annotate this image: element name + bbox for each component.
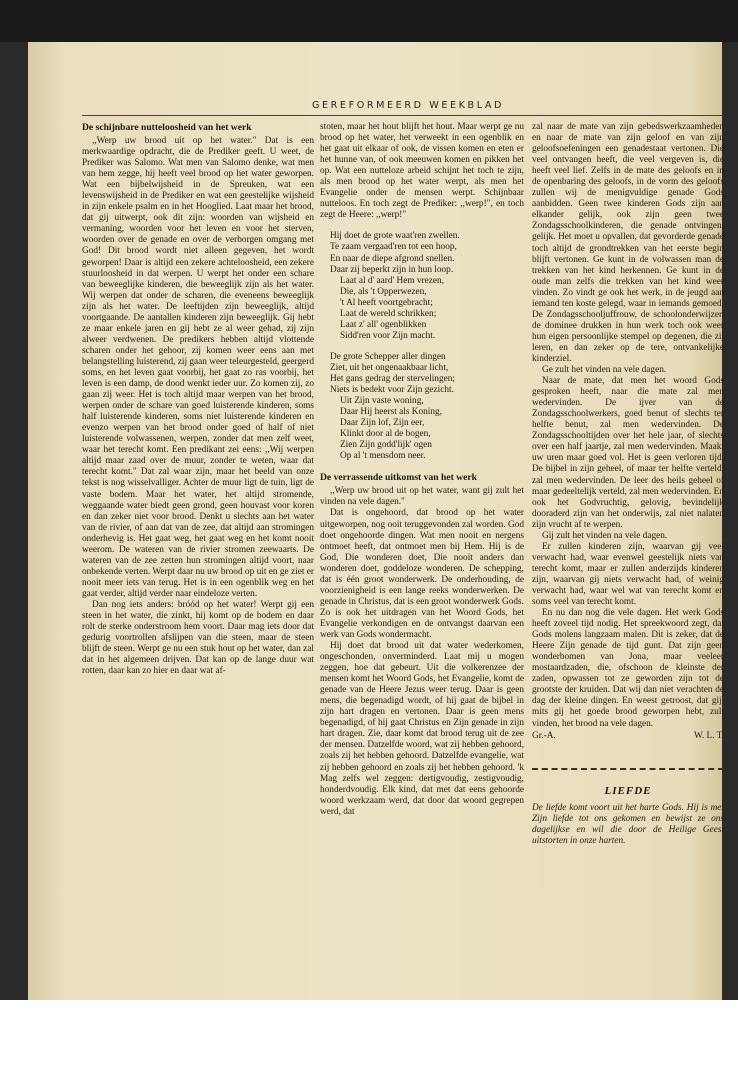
- verse-line: Sidd'ren voor Zijn macht.: [340, 330, 436, 341]
- verse-line: 't Al heeft voortgebracht;: [340, 297, 433, 308]
- dashed-divider: [532, 768, 724, 770]
- paragraph: Dan nog iets anders: bróód op het water! Werpt gij een steen in het water, die zinkt, hij komt op de bodem en daar rolt de sterke onderstroom hem voort. Daar mag iets door dat gedurig voortrollen afslijpen van die steen, maar de steen blijft de steen. Werpt ge nu een stuk hout op het water, dan zal dat in het algemeen drijven. Dat kan op de lange duur wat rotten, daar kan zo hier en daar wat af-: [82, 599, 314, 677]
- column-3: [532, 122, 724, 847]
- verse-line: Zien Zijn godd'lijk' ogen: [340, 440, 432, 451]
- poem-title: LIEFDE: [604, 784, 652, 797]
- signature-place: Gr.-A.: [532, 730, 556, 741]
- verse-line: Daar Zijn lof, Zijn eer,: [340, 418, 425, 429]
- verse-line: Niets is bedekt voor Zijn gezicht.: [330, 385, 454, 396]
- paragraph: stoten, maar het hout blijft het hout. Maar werpt ge nu brood op het water, het verweekt in een ogenblik en het gaat uit elkaar of ook, de vissen komen en eten er het hunne van, of ook meeuwen komen en pikken het op. Wat een nutteloze arbeid schijnt het toch te zijn, als men brood op het water werpt, als men het Evangelie onder de mensen werpt. Schijnbaar nutteloos. En toch zegt de Prediker: ,,werp!", en toch zegt de Heere: ,,werp!": [320, 122, 524, 221]
- paragraph: Dat is ongehoord, dat brood op het water uitgeworpen, nog ooit teruggevonden zal worden. God doet ongehoorde dingen. Wat men nooit en nergens ontmoet heeft, dat ontmoet men bij Hem. Hij is de God, Die wonderen doet, Die nooit anders dan wonderen doet, goddeloze wonderen. De schepping, dat is één groot wonderwerk. De onderhouding, de voorzienigheid is een lange reeks wonderwerken. De genade in Christus, dat is een groot wonderwerk Gods. Zo is ook het uitdragen van het Woord Gods, het Evangelie verkondigen en de ontvangst daarvan een werk van Gods wondermacht.: [320, 508, 524, 640]
- psalm-verse: [330, 231, 524, 462]
- verse-line: Die, als 't Opperwezen,: [340, 286, 427, 297]
- paragraph: Naar de mate, dat men het woord Gods gesproken heeft, naar die mate zal men wedervinden. De ijver van de Zondagsschoolwerkers, goed benut of slechts ter helfte benut, zal men wedervinden. De Zondagsschooltijden over het hele jaar, of slechts over een half jaartje, zal men wedervinden. Maakt uw uren maar goed vol. Het is geen verloren tijd. De bijbel in zijn geheel, of maar ter helfte verteld, zal men wedervinden. De leer des heils geheel of maar gedeeltelijk verteld, zal men wedervinden. En ook het Godvruchtig, gelovig, bevindelijk dooraderd zijn van het onderwijs, zal niet nalaten zijn vrucht af te werpen.: [532, 376, 724, 530]
- column-2: [320, 122, 524, 818]
- verse-line: En naar de diepe afgrond snellen.: [330, 253, 455, 264]
- verse-line: De grote Schepper aller dingen: [330, 351, 446, 362]
- paragraph: zal naar de mate van zijn gebedswerkzaamheden en naar de mate van zijn geloof en van zijn geloofsoefeningen een genadestaat vertonen. Die veel ontvangen heeft, die veel vergeven is, die heeft veel lief. Zelfs in de mate des geloofs en in de openbaring des geloofs, in de vorm des geloofs zullen wij de menigvuldige genade Gods aanbidden. Geen twee kinderen Gods zijn aan elkander gelijk, ook zijn geen twee Zondagsschoolkinderen, die genade ontvingen, gelijk. Het moet u opvallen, dat gevorderde genade toch altijd de grondtrekken van het eerste begin blijft vertonen. Ge kunt in de volwassen man de trekken van het kind herkennen. Ge kunt in de oude man zelfs die trekken van het kind weer vinden. Zo vindt ge ook het werk, in de jeugd aan iemand ten koste gelegd, waar in iemands gemoed. De Zondagsschooljuffrouw, de schoolonderwijzer, de dominee drukken in hun werk toch ook weer hun eigen persoonlijke stempel op degenen, die zij leren, en dan zeker op de tere, ontvankelijke kinderziel.: [532, 122, 724, 364]
- page-header: GEREFORMEERD WEEKBLAD: [311, 100, 505, 111]
- header-rule: [82, 115, 724, 116]
- section-title-2: De verrassende uitkomst van het werk: [320, 472, 477, 484]
- column-1: [82, 122, 314, 677]
- scan-left-border: [0, 42, 28, 1000]
- paragraph: Hij doet dat brood uit dat water wederkomen, ongeschonden, onverminderd. Laat mij u mogen zeggen, hoe dat gebeurt. Uit die volkerenzee der mensen komt het Woord Gods, het Evangelie, komt de genade van de Heere Jezus weer terug. Daar is geen mens, die begenadigd wordt, of hij gaat de bijbel in zijn hart dragen en vertonen. Daar is geen mens begenadigd, of hij gaat Christus en Zijn genade in zijn hart dragen. Zie, daar komt dat brood terug uit de zee der mensen. Datzelfde woord, wat zij hebben gehoord, zoals zij het hebben gehoord. Datzelfde evangelie, wat zij hebben gehoord en zoals zij het hebben gehoord. 'k Mag zelfs wel zeggen: dertigvoudig, zestigvoudig, honderdvoudig. Elk kind, dat met dat eens gehoorde woord werkzaam werd, dat door dat woord gegrepen werd, dat: [320, 641, 524, 817]
- verse-line: Ziet, uit het ongenaakbaar licht,: [330, 362, 449, 373]
- scan-top-border: [0, 0, 738, 42]
- verse-line: Klinkt door al de bogen,: [340, 429, 431, 440]
- verse-line: Laat al d' aard' Hem vrezen,: [340, 275, 445, 286]
- verse-line: Daar zij beperkt zijn in hun loop.: [330, 264, 454, 275]
- verse-gap: [330, 342, 524, 352]
- verse-line: Hij doet de grote waat'ren zwellen.: [330, 231, 460, 242]
- verse-line: Uit Zijn vaste woning,: [340, 396, 424, 407]
- magazine-page: [28, 42, 722, 1000]
- paragraph: Gij zult het vinden na vele dagen.: [542, 530, 668, 541]
- paragraph: ,,Werp uw brood uit op het water." Dat is een merkwaardige opdracht, die de Prediker geeft. U weet, de Prediker was Salomo. Wat men van Salomo denke, wat men van hem zegge, hij heeft veel brood op het water geworpen. Wat een bijbelwijsheid in de Spreuken, wat een levenswijsheid in de Prediker en wat een geestelijke wijsheid in zijn enkele psalm en in het Hooglied. Laat maar het brood, dat gij uitwerpt, ook dit zijn: woorden van wijsheid en vermaning, woorden voor het leven en voor het sterven, woorden over de genade en over de verborgen omgang met God! Dit brood wordt niet alleen gegeven, het wordt geworpen! Daar is altijd een zekere achteloosheid, een zekere stuurloosheid in dat werpen. U werpt het onder een schare van beweeglijke kinderen, die beweeglijk zijn als het water. Wij werpen dat onder de scharen, die eveneens beweeglijk zijn als het water. De leeftijden zijn beweeglijk, altijd voortgaande. De aantallen kinderen zijn beweeglijk. Gij hebt ze maar enkele jaren en gij hebt ze al weer gehad, zij zijn alweer verdwenen. De predikers hebben altijd vlottende scharen onder het gehoor, zij komen weer eens aan met belangstelling luisterend, zij gaan weer teleurgesteld, geergerd soms, en het leven gaat voorbij, het gaat zo ras voorbij, het leven is een damp, de dood wenkt ieder uur. Zo komen zij, zo gaan zij weer. Het is toch altijd maar werpen van het brood, werpen onder de schare van goed luisterende kinderen, soms half luisterende kinderen, soms niet luisterende kinderen en evenzo werpen van het brood onder goed of half of niet luisterende volwassenen, werpen, zonder dat men zelf weet, waar het terecht komt. Een predikant zei eens: ,,Wij werpen altijd maar zaad over de muur, zonder te weten, waar dat terecht komt." Dat zal waar zijn, maar het beeld van onze tekst is nog wisselvalliger. Achter de muur ligt de tuin, ligt de vaste bodem. Maar het water, het altijd stromende, weggaande water biedt geen grond, geen houvast voor koren en dan zeker niet voor brood. Denkt u slechts aan het water van de rivier, of aan dat van de zee, dat altijd aan stromingen onderhevig is. Het gaat weg, het gaat weg en het komt nooit weerom. De wateren van de rivier stromen zeewaarts. De wateren van de zee zetten hun stromingen altijd voort, naar onbekende verten. Werpt daar nu uw brood op uit en ge ziet er nooit meer iets van terug. Het is in een ogenblik weg en het gaat verder, altijd verder naar eindeloze verten.: [82, 136, 314, 599]
- verse-line: Daar Hij heerst als Koning,: [340, 407, 442, 418]
- verse-line: Te zaam vergaad'ren tot een hoop,: [330, 242, 457, 253]
- poem-body: De liefde komt voort uit het harte Gods. Hij is met Zijn liefde tot ons gekomen en bewijst ze ons dagelijkse en wil die door de Heilige Geest uitstorten in onze harten.: [532, 802, 724, 846]
- verse-line: Het gans gedrag der stervelingen;: [330, 373, 455, 384]
- paragraph: Ge zult het vinden na vele dagen.: [542, 365, 667, 376]
- verse-line: Op al 't mensdom neer.: [340, 451, 426, 462]
- verse-line: Laat de wereld schrikken;: [340, 308, 437, 319]
- section-title-1: De schijnbare nutteloosheid van het werk: [82, 122, 252, 133]
- verse-line: Laat z' all' ogenblikken: [340, 319, 427, 330]
- paragraph: Er zullen kinderen zijn, waarvan gij veel verwacht had, waar evenwel geestelijk niets van terecht komt, maar er zullen anderzijds kinderen zijn, waarvan gij niets verwacht had, of weinig verwacht had, waar wel wat van terecht komt en soms veel van terecht komt.: [532, 541, 724, 608]
- scan-bottom-margin: [0, 1000, 738, 1068]
- scan-right-border: [722, 42, 738, 1000]
- signature-initials: W. L. T.: [693, 730, 724, 741]
- signature: [532, 731, 724, 742]
- paragraph: ,,Werp uw brood uit op het water, want gij zult het vinden na vele dagen.": [320, 486, 524, 508]
- paragraph: En nu dan nog die vele dagen. Het werk Gods heeft zoveel tijd nodig. Het spreekwoord zegt, dat Gods molens langzaam malen. Dit is zeker, dat de Heere Zijn genade de tijd gunt. Dat zijn geen wonderbomen van Jona, maar veeleer mostaardzaden, die, ofschoon de kleinste der zaden, opwassen tot ze geworden zijn tot de grootste der kruiden. Dat wij dan niet verachten de dag der kleine dingen. En weest getroost, dat gij, mits gij het goede brood geworpen hebt, zult vinden, het brood na vele dagen.: [532, 608, 724, 729]
